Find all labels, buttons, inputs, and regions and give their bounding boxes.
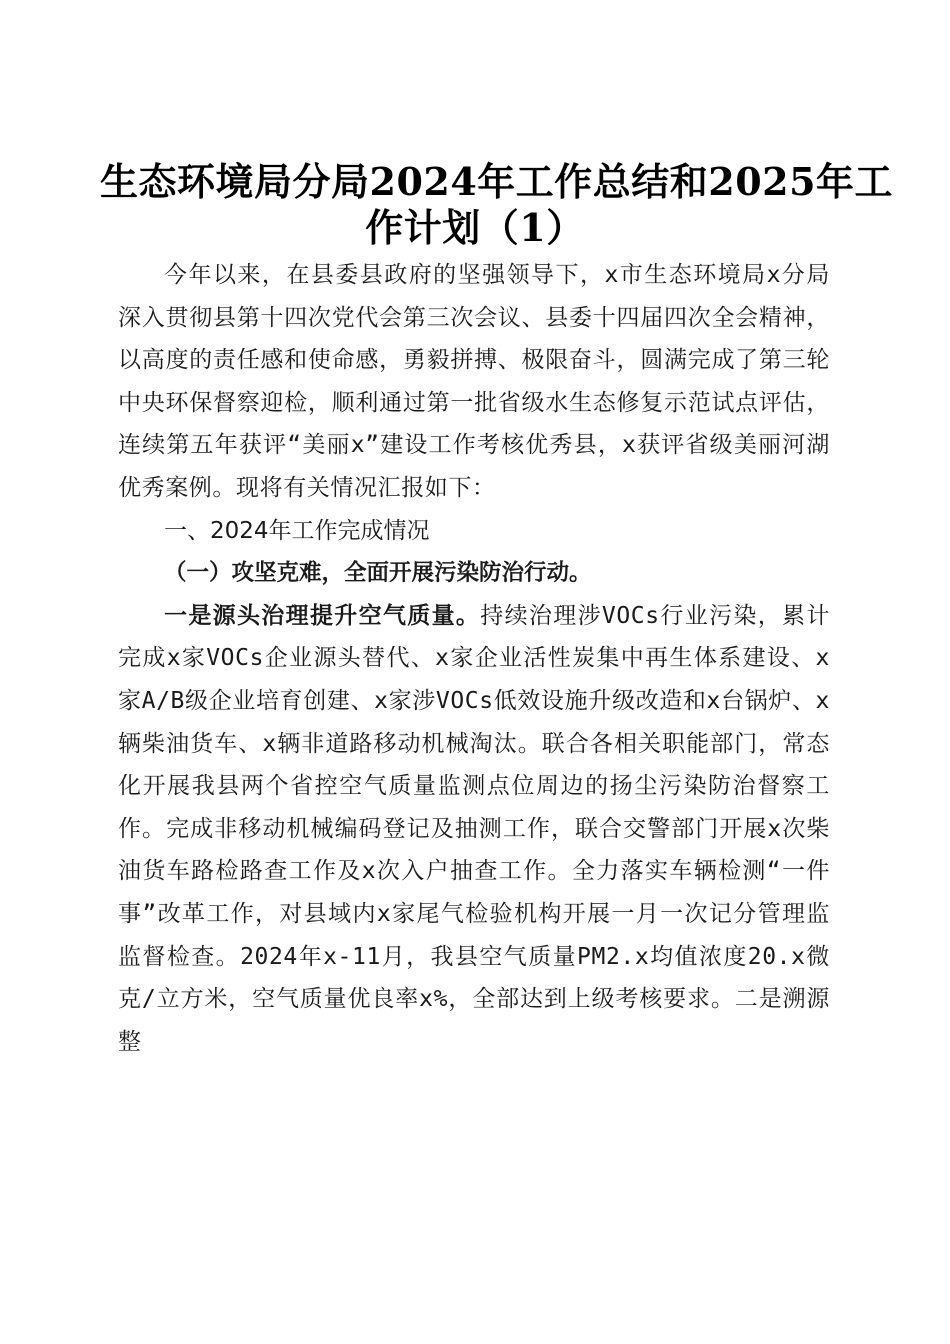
subsection-heading-1: （一）攻坚克难，全面开展污染防治行动。 [164,560,592,587]
paragraph-lead-text: 一是源头治理提升空气质量。 [164,602,481,629]
paragraph-body-text: 持续治理涉VOCs行业污染，累计完成x家VOCs企业源头替代、x家企业活性炭集中再生体系建设、x家A/B级企业培育创建、x家涉VOCs低效设施升级改造和x台锅炉、x辆柴油货车、x辆非道路移动机械淘汰。联合各相关职能部门，常态化开展我县两个省控空气质量监测点位周边的扬尘污染防治督察工作。完成非移动机械编码登记及抽测工作，联合交警部门开展x次柴油货车路检路查工作及x次入户抽查工作。全力落实车辆检测“一件事”改革工作，对县域内x家尾气检验机构开展一月一次记分管理监监督检查。2024年x-11月，我县空气质量PM2.x均值浓度20.x微克/立方米，空气质量优良率x%，全部达到上级考核要求。二是溯源整 [118,602,830,1055]
body-paragraph-1 [118,595,830,1064]
section-heading-1: 一、2024年工作完成情况 [164,517,430,544]
title-line-2: 作计划（1） [365,205,585,251]
document-body [118,254,830,1063]
intro-paragraph: 今年以来，在县委县政府的坚强领导下，x市生态环境局x分局深入贯彻县第十四次党代会第三次会议、县委十四届四次全会精神，以高度的责任感和使命感，勇毅拼搏、极限奋斗，圆满完成了第三轮中央环保督察迎检，顺利通过第一批省级水生态修复示范试点评估，连续第五年获评“美丽x”建设工作考核优秀县，x获评省级美丽河湖优秀案例。现将有关情况汇报如下： [118,262,830,501]
document-title [100,159,894,251]
title-line-1: 生态环境局分局2024年工作总结和2025年工 [100,159,894,205]
